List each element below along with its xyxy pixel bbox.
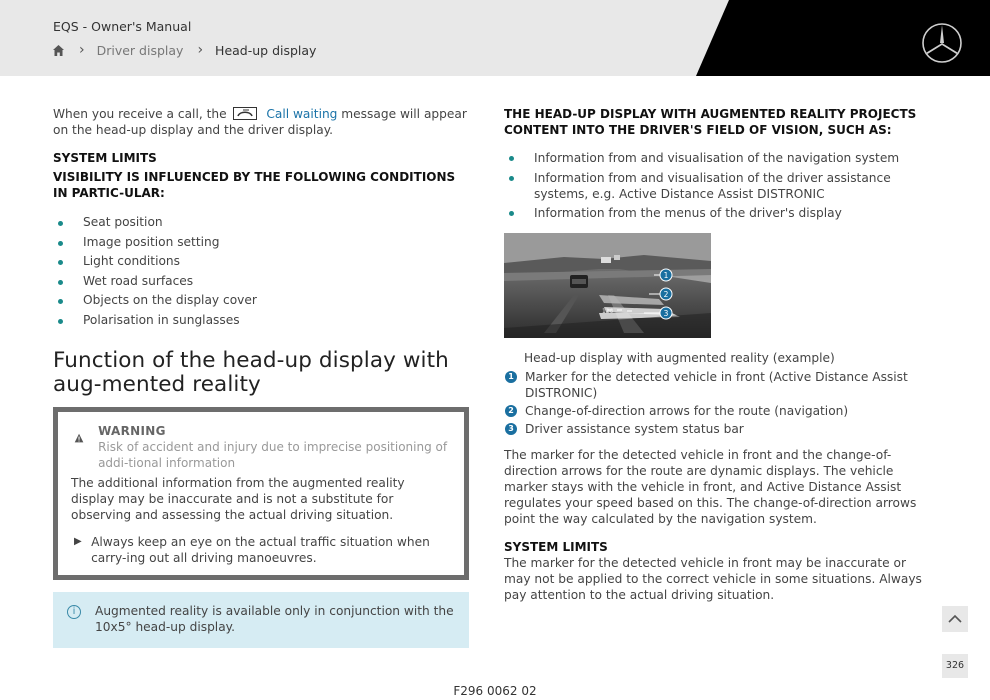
visibility-heading: VISIBILITY IS INFLUENCED BY THE FOLLOWING CONDITIONS IN PARTIC-ULAR: <box>53 170 456 200</box>
intro-paragraph <box>53 106 473 138</box>
warning-subtitle: Risk of accident and injury due to imprecise positioning of addi-tional information <box>98 440 448 470</box>
list-item: Objects on the display cover <box>53 291 473 311</box>
chevron-right-icon: › <box>197 42 204 58</box>
list-item: Information from the menus of the driver's display <box>504 205 922 221</box>
legend-number-badge: 2 <box>505 405 517 417</box>
list-item: Information from and visualisation of the driver assistance systems, e.g. Active Distance Assist DISTRONIC <box>504 170 922 202</box>
call-waiting-link[interactable]: Call waiting <box>266 107 338 121</box>
legend-text: Driver assistance system status bar <box>525 422 744 436</box>
list-item: Polarisation in sunglasses <box>53 311 473 331</box>
mercedes-star-logo <box>921 22 963 64</box>
conditions-list <box>53 213 473 330</box>
warning-triangle-icon <box>74 431 84 445</box>
image-caption-block <box>504 350 922 603</box>
system-limits-text: The marker for the detected vehicle in front may be inaccurate or may not be applied to the correct vehicle in some situations. Always pay attention to the actual driving situation. <box>504 556 922 602</box>
left-column <box>53 106 473 397</box>
document-title: EQS - Owner's Manual <box>53 19 192 34</box>
info-icon: i <box>67 605 81 619</box>
page-header <box>0 0 990 76</box>
intro-text-start: When you receive a call, the <box>53 107 227 121</box>
legend-item <box>504 403 922 419</box>
legend-number-badge: 1 <box>505 371 517 383</box>
chevron-up-icon <box>942 606 968 632</box>
warning-action <box>71 534 450 566</box>
list-item: Image position setting <box>53 233 473 253</box>
warning-header <box>71 424 450 471</box>
breadcrumb-driver-display[interactable]: Driver display <box>96 42 184 58</box>
list-item: Information from and visualisation of the navigation system <box>504 150 922 166</box>
right-column <box>504 106 922 225</box>
warning-title: WARNING <box>98 424 166 438</box>
legend-text: Change-of-direction arrows for the route (navigation) <box>525 404 849 418</box>
system-limits-heading-2: SYSTEM LIMITS <box>504 540 608 554</box>
home-icon[interactable] <box>52 44 65 57</box>
projected-content-list <box>504 150 922 221</box>
list-item: Light conditions <box>53 252 473 272</box>
list-item: Wet road surfaces <box>53 272 473 292</box>
hud-speed-text: 120 <box>602 308 614 315</box>
page-number: 326 <box>942 654 968 678</box>
svg-text:3: 3 <box>663 309 669 318</box>
breadcrumb-head-up-display: Head-up display <box>215 42 317 58</box>
phone-icon <box>233 107 257 120</box>
warning-box <box>53 407 469 580</box>
hud-augmented-reality-image <box>504 233 711 338</box>
info-text: Augmented reality is available only in conjunction with the 10x5° head-up display. <box>95 604 454 634</box>
header-black-band <box>0 0 990 76</box>
triangle-right-icon: ▶ <box>74 536 82 547</box>
image-caption: Head-up display with augmented reality (example) <box>524 351 835 365</box>
section-heading: Function of the head-up display with aug-mented reality <box>53 348 449 397</box>
legend-item <box>504 421 922 437</box>
legend-number-badge: 3 <box>505 423 517 435</box>
breadcrumb <box>52 42 316 58</box>
list-item: Seat position <box>53 213 473 233</box>
scroll-to-top-button[interactable] <box>942 606 968 632</box>
system-limits-heading: SYSTEM LIMITS <box>53 151 157 165</box>
figure-code: F296 0062 02 <box>453 684 537 698</box>
augmented-reality-heading: THE HEAD-UP DISPLAY WITH AUGMENTED REALITY PROJECTS CONTENT INTO THE DRIVER'S FIELD OF VISION, SUCH AS: <box>504 107 917 137</box>
chevron-right-icon: › <box>79 42 85 58</box>
intro-text-end: message will appear on the head-up display and the driver display. <box>53 107 467 137</box>
legend-text: Marker for the detected vehicle in front (Active Distance Assist DISTRONIC) <box>525 370 908 400</box>
info-box <box>53 592 469 648</box>
legend-item <box>504 369 922 401</box>
svg-text:1: 1 <box>663 271 669 280</box>
warning-action-text: Always keep an eye on the actual traffic situation when carry-ing out all driving manoeuvres. <box>91 535 430 565</box>
warning-text: The additional information from the augmented reality display may be inaccurate and is not a substitute for observing and assessing the actual driving situation. <box>71 476 405 522</box>
dynamic-displays-paragraph: The marker for the detected vehicle in front and the change-of-direction arrows for the route are dynamic displays. The vehicle marker stays with the vehicle in front, and Active Distance Assist regulates your speed based on this. The change-of-direction arrows point the way calculated by the navigation system. <box>504 448 917 526</box>
svg-text:2: 2 <box>663 290 669 299</box>
